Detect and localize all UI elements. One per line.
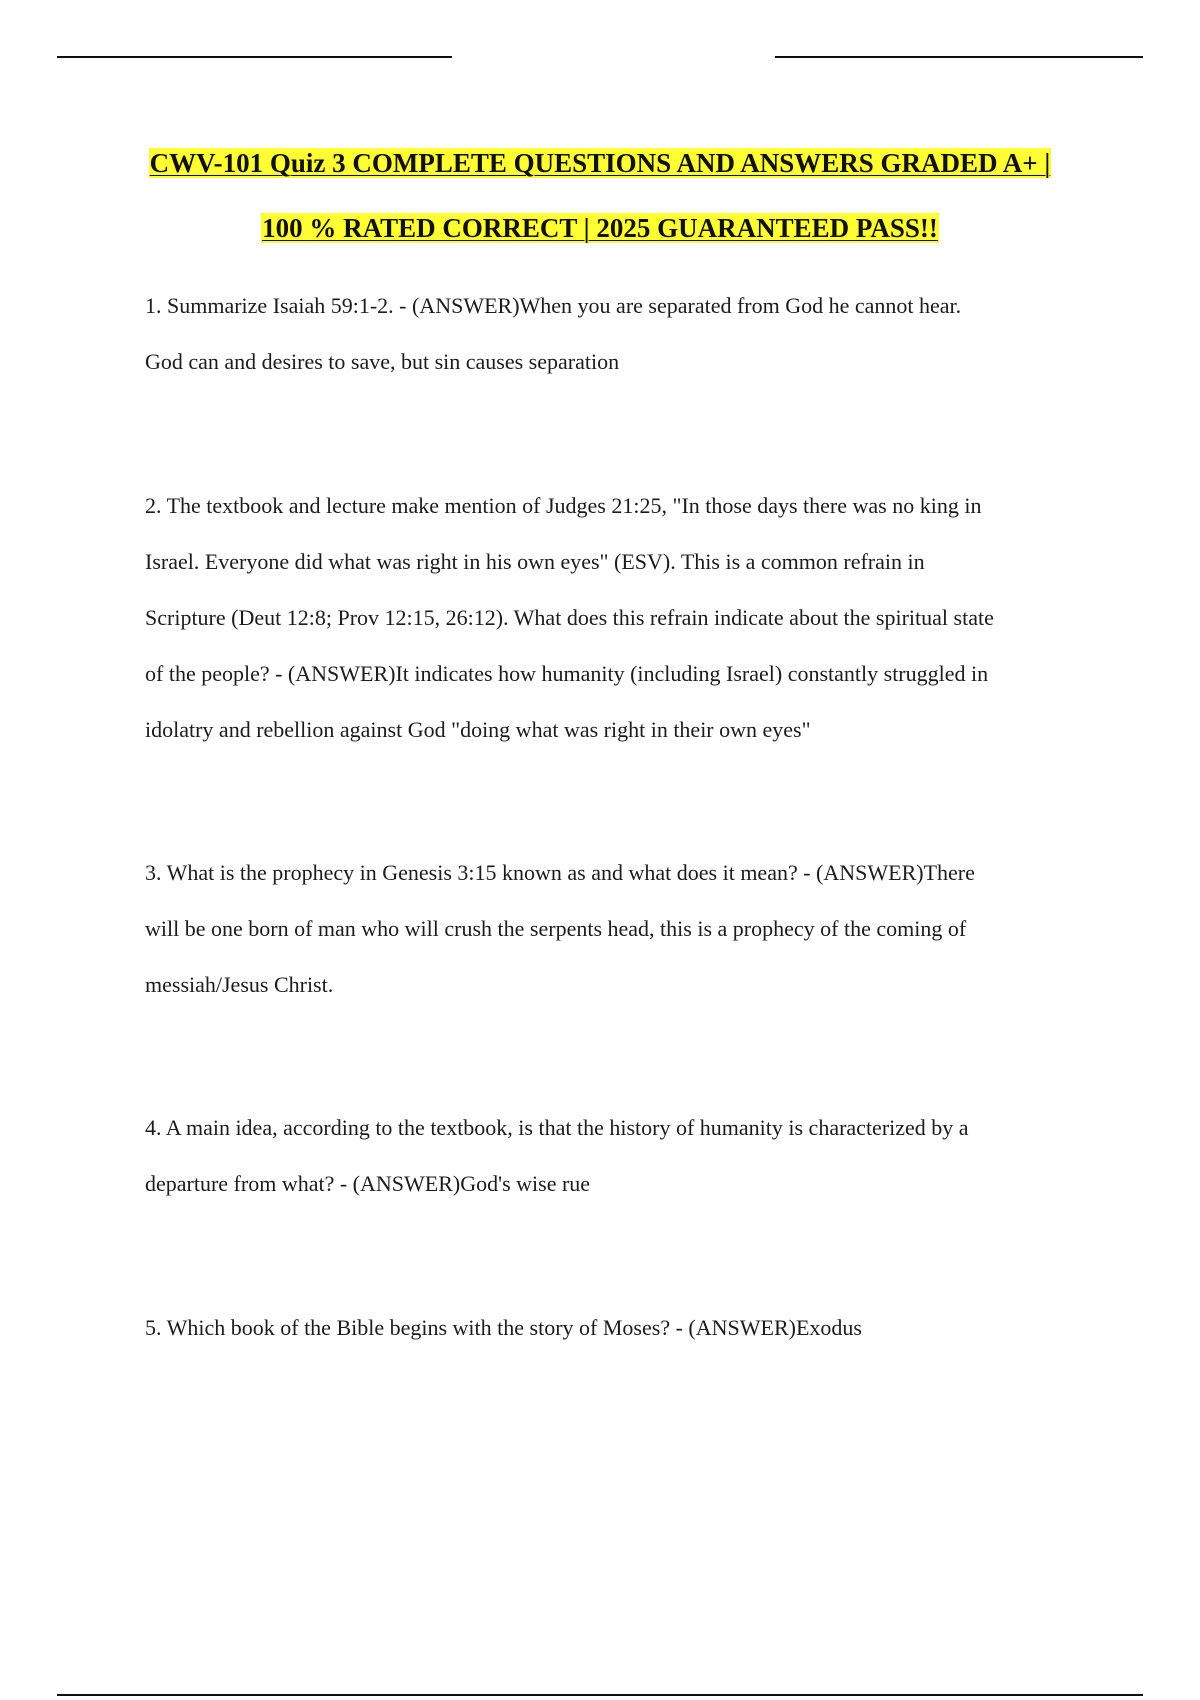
qa-line: will be one born of man who will crush the serpents head, this is a prophecy of the coming of (145, 916, 967, 941)
qa-line: of the people? - (ANSWER)It indicates how humanity (including Israel) constantly struggled in (145, 661, 989, 686)
qa-line: 2. The textbook and lecture make mention of Judges 21:25, "In those days there was no king in (145, 493, 982, 518)
qa-line: departure from what? - (ANSWER)God's wise rue (145, 1171, 591, 1196)
qa-line: 1. Summarize Isaiah 59:1-2. - (ANSWER)When you are separated from God he cannot hear. (145, 293, 962, 318)
title-highlight-2: 100 % RATED CORRECT | 2025 GUARANTEED PASS!! (262, 213, 938, 243)
document-title-line-2 (0, 210, 1200, 246)
qa-line: Israel. Everyone did what was right in his own eyes" (ESV). This is a common refrain in (145, 549, 925, 574)
qa-line: God can and desires to save, but sin causes separation (145, 349, 620, 374)
title-highlight-1: CWV-101 Quiz 3 COMPLETE QUESTIONS AND ANSWERS GRADED A+ | (149, 148, 1051, 178)
qa-line: 5. Which book of the Bible begins with the story of Moses? - (ANSWER)Exodus (145, 1315, 862, 1340)
qa-line: 4. A main idea, according to the textbook, is that the history of humanity is characterized by a (145, 1115, 969, 1140)
qa-line: Scripture (Deut 12:8; Prov 12:15, 26:12). What does this refrain indicate about the spiritual state (145, 605, 994, 630)
footer-rule (57, 1694, 1143, 1696)
question-answer-5 (145, 1300, 1085, 1356)
qa-line: idolatry and rebellion against God "doing what was right in their own eyes" (145, 717, 811, 742)
question-answer-1 (145, 278, 1085, 390)
qa-line: 3. What is the prophecy in Genesis 3:15 known as and what does it mean? - (ANSWER)There (145, 860, 975, 885)
header-rule-left (57, 56, 452, 58)
qa-line: messiah/Jesus Christ. (145, 972, 334, 997)
question-answer-3 (145, 845, 1085, 1013)
header-rule-right (775, 56, 1143, 58)
document-title-line-1 (0, 145, 1200, 181)
question-answer-4 (145, 1100, 1085, 1212)
question-answer-2 (145, 478, 1085, 758)
